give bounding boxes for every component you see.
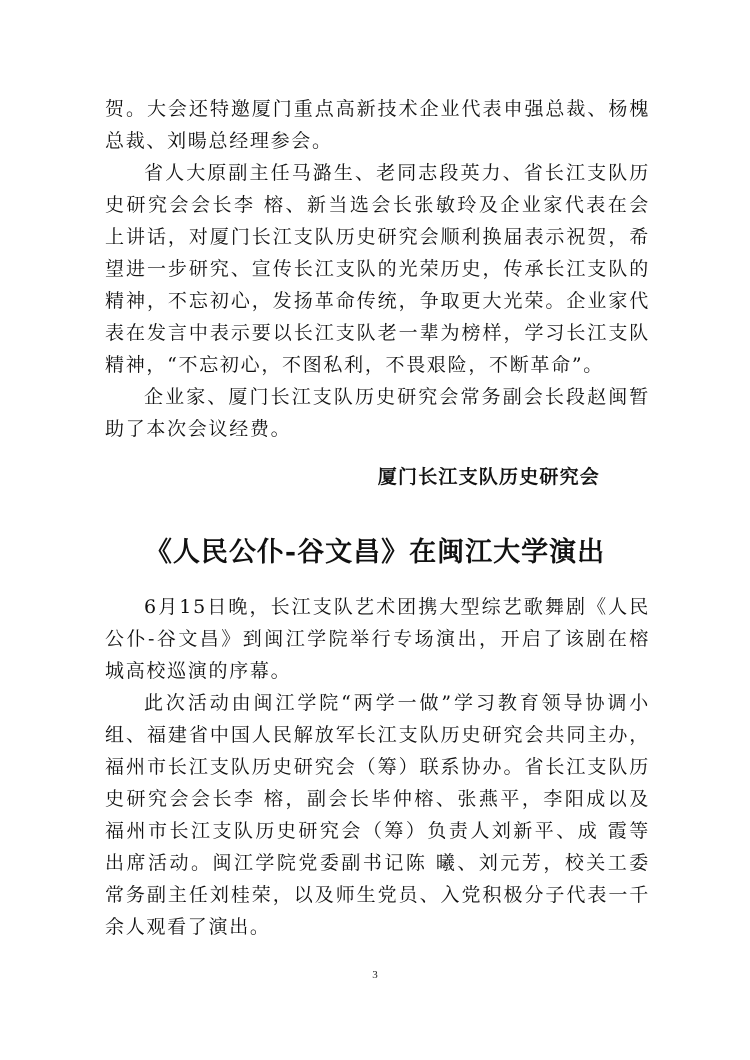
paragraph-1: 贺。大会还特邀厦门重点高新技术企业代表申强总裁、杨槐总裁、刘暘总经理参会。 — [105, 98, 650, 152]
article-title: 《人民公仆-谷文昌》在闽江大学演出 — [144, 537, 606, 569]
article-paragraph-2: 此次活动由闽江学院“两学一做”学习教育领导协调小组、福建省中国人民解放军长江支队历史研究会共同主办，福州市长江支队历史研究会（筹）联系协办。省长江支队历史研究会会长李 榕，副会长毕仲榕、张燕平，李阳成以及福州市长江支队历史研究会（筹）负责人刘新平、成 霞等出席活动。闽江学院党委副书记陈 曦、刘元芳，校关工委常务副主任刘桂荣，以及师生党员、入党积极分子代表一千余人观看了演出。 — [105, 692, 650, 938]
page-number: 3 — [372, 969, 378, 981]
paragraph-3: 企业家、厦门长江支队历史研究会常务副会长段赵闽暂助了本次会议经费。 — [105, 386, 650, 440]
author-signature: 厦门长江支队历史研究会 — [377, 466, 600, 488]
previous-article-continuation — [105, 93, 650, 488]
article-paragraph-1: 6月15日晚，长江支队艺术团携大型综艺歌舞剧《人民公仆-谷文昌》到闽江学院举行专场演出，开启了该剧在榕城高校巡演的序幕。 — [105, 596, 650, 682]
article-body — [105, 591, 650, 943]
paragraph-2: 省人大原副主任马潞生、老同志段英力、省长江支队历史研究会会长李 榕、新当选会长张敏玲及企业家代表在会上讲话，对厦门长江支队历史研究会顺利换届表示祝贺，希望进一步研究、宣传长江支队的光荣历史，传承长江支队的精神，不忘初心，发扬革命传统，争取更大光荣。企业家代表在发言中表示要以长江支队老一辈为榜样，学习长江支队精神，“不忘初心，不图私利，不畏艰险，不断革命”。 — [105, 162, 650, 376]
